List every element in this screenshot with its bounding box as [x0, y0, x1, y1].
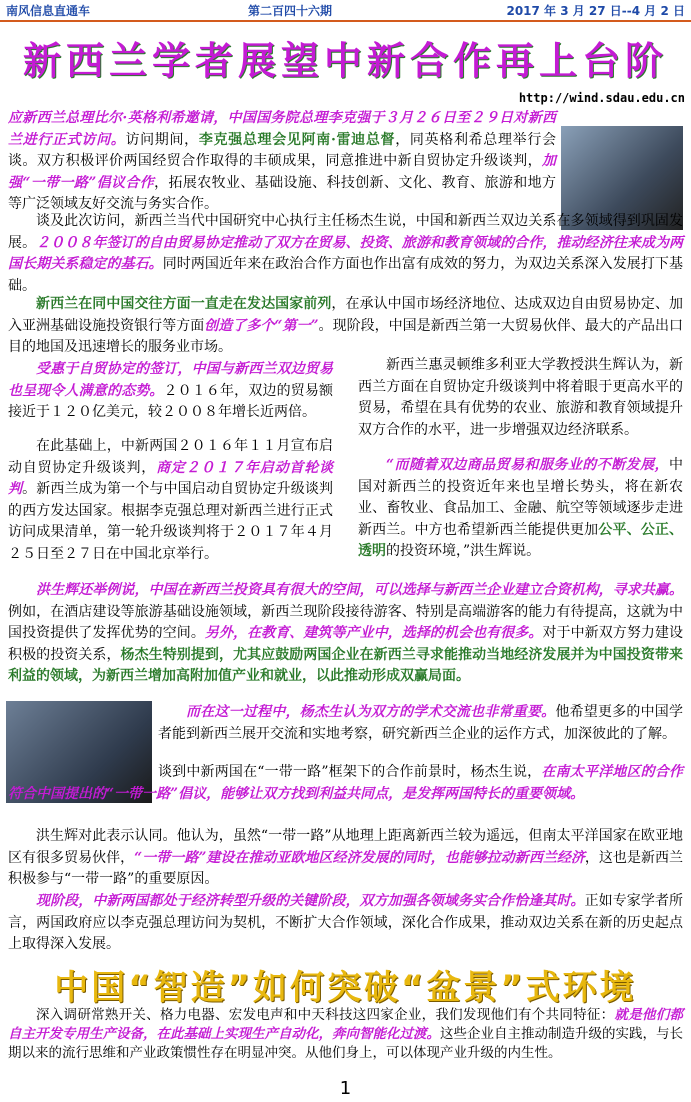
issue-date: 2017 年 3 月 27 日--4 月 2 日 — [506, 4, 685, 18]
green-text: 杨杰生特别提到，尤其应鼓励两国企业在新西兰寻求能推动当地经济发展并为中国投资带来利益的领域，为新西兰增加高附加值产业和就业，以此推动形成双赢局面。 — [8, 646, 684, 685]
body-text: ，同英格利希总理举行会谈。双方积极评价两国经贸合作取得的丰硕成果，同意推进中新自贸协定升级谈判， — [8, 131, 557, 170]
page-number: 1 — [339, 1078, 352, 1099]
body-text: ，在承认中国市场经济地位、达成双边自由贸易协定、加入亚洲基础设施投资银行等方面 — [8, 296, 684, 334]
highlight-text: 商定２０１７年启动首轮谈判 — [8, 459, 334, 498]
body-text: ，这也是新西兰积极参与“一带一路”的重要原因。 — [8, 849, 684, 888]
paragraph-3 — [8, 294, 683, 359]
highlight-text: 创造了多个“第一” — [204, 317, 319, 334]
paragraph-8 — [8, 580, 683, 688]
body-text: 深入调研常熟开关、格力电器、宏发电声和中天科技这四家企业，我们发现他们有个共同特征： — [36, 1007, 615, 1023]
paragraph-6 — [358, 355, 683, 441]
paragraph-5 — [8, 436, 333, 566]
paragraph-11 — [8, 826, 683, 891]
body-text: 他希望更多的中国学者能到新西兰展开交流和实地考察，研究新西兰企业的运作方式，加深彼此的了解。 — [158, 704, 684, 742]
header-bar — [0, 0, 691, 22]
paragraph-10 — [8, 762, 683, 805]
highlight-text: 就是他们都自主开发专用生产设备，在此基础上实现生产自动化，奔向智能化过渡。 — [8, 1007, 684, 1042]
highlight-text: 洪生辉还举例说，中国在新西兰投资具有很大的空间，可以选择与新西兰企业建立合资机构，寻求共赢。 — [36, 582, 683, 598]
body-text: 谈到中新两国在“一带一路”框架下的合作前景时，杨杰生说， — [158, 764, 542, 780]
green-text: 新西兰在同中国交往方面一直走在发达国家前列 — [36, 296, 332, 312]
second-headline: 中国“智造”如何突破“盆景”式环境 — [54, 968, 637, 1008]
body-text: 。新西兰成为第一个与中国启动自贸协定升级谈判的西方发达国家。根据李克强总理对新西兰进行正式访问成果清单，第一轮升级谈判将于２０１７年４月２５日至２７日在中国北京举行。 — [8, 481, 334, 562]
highlight-text: 现阶段，中新两国都处于经济转型升级的关键阶段，双方加强各领域务实合作恰逢其时。 — [36, 893, 585, 909]
body-text: 这些企业自主推动制造升级的实践，与长期以来的流行思维和产业政策惯性存在明显冲突。从他们身上，可以体现产业升级的内生性。 — [8, 1026, 683, 1061]
highlight-text: 而在这一过程中，杨杰生认为双方的学术交流也非常重要。 — [186, 704, 556, 720]
body-text: 正如专家学者所言，两国政府应以李克强总理访问为契机，不断扩大合作领域，深化合作成果，推动双边关系在新的历史起点上取得深入发展。 — [8, 893, 684, 953]
highlight-text: 加强“一带一路”倡议合作 — [8, 153, 556, 191]
highlight-text: ２００８年签订的自由贸易协定推动了双方在贸易、投资、旅游和教育领域的合作，推动经济往来成为两国长期关系稳定的基石。 — [8, 234, 684, 273]
highlight-text: 受惠于自贸协定的签订，中国与新西兰双边贸易也呈现令人满意的态势。 — [8, 361, 333, 399]
body-text: 同时两国近年来在政治合作方面也作出富有成效的努力，为双边关系深入发展打下基础。 — [8, 256, 683, 294]
highlight-text: 另外，在教育、建筑等产业中，选择的机会也有很多。 — [204, 625, 543, 642]
body-text: 在此基础上，中新两国２０１６年１１月宣布启动自贸协定升级谈判， — [8, 438, 333, 476]
body-text: 洪生辉对此表示认同。他认为，虽然“一带一路”从地理上距离新西兰较为遥远，但南太平洋国家在欧亚地区有很多贸易伙伴， — [8, 828, 683, 866]
body-text: 的投资环境，”洪生辉说。 — [386, 543, 541, 560]
paragraph-4 — [8, 359, 333, 424]
highlight-text: “一带一路”建设在推动亚欧地区经济发展的同时，也能够拉动新西兰经济 — [134, 849, 585, 866]
body-text: 新西兰惠灵顿维多利亚大学教授洪生辉认为，新西兰方面在自贸协定升级谈判中将着眼于更高水平的贸易，希望在具有优势的农业、旅游和教育领域提升双方合作的水平，进一步增强双边经济联系。 — [358, 357, 683, 438]
publication-name: 南风信息直通车 — [6, 4, 91, 18]
body-text: 谈及此次访问，新西兰当代中国研究中心执行主任杨杰生说，中国和新西兰双边关系在多领域得到巩固发展。 — [8, 213, 683, 251]
paragraph-7 — [358, 455, 683, 563]
highlight-text: 在南太平洋地区的合作符合中国提出的“一带一路”倡议，能够让双方找到利益共同点，是发挥两国特长的重要领域。 — [8, 764, 683, 802]
source-url: http://wind.sdau.edu.cn — [518, 91, 685, 105]
body-text: ，拓展农牧业、基础设施、科技创新、文化、教育、旅游和地方等广泛领域友好交流与务实合作。 — [8, 174, 557, 213]
body-text: 访问期间， — [125, 131, 199, 148]
body-text: 。现阶段，中国是新西兰第一大贸易伙伴、最大的产品出口目的地国及迅速增长的服务业市场。 — [8, 317, 684, 356]
body-text: 例如，在酒店建设等旅游基础设施领域，新西兰现阶段接待游客、特别是高端游客的能力有待提高，这就为中国投资提供了发挥优势的空间。 — [8, 603, 683, 642]
body-text: 中国对新西兰的投资近年来也呈增长势头，将在新农业、畜牧业、食品加工、金融、航空等领域逐步走进新西兰。中方也希望新西兰能提供更加 — [358, 457, 683, 538]
body-text: 对于中新双方努力建设积极的投资关系， — [8, 625, 684, 663]
paragraph-2 — [8, 211, 683, 297]
headline: 新西兰学者展望中新合作再上台阶 — [22, 39, 668, 83]
paragraph-13 — [8, 1006, 683, 1063]
paragraph-9 — [158, 702, 683, 745]
paragraph-12 — [8, 891, 683, 956]
paragraph-1 — [8, 108, 556, 216]
green-text: 公平、公正、透明 — [358, 521, 684, 560]
issue-number: 第二百四十六期 — [248, 4, 333, 18]
green-text: 李克强总理会见阿南·雷迪总督 — [198, 131, 396, 148]
body-text: ２０１６年，双边的贸易额接近于１２０亿美元，较２００８年增长近两倍。 — [8, 382, 333, 421]
highlight-text: 应新西兰总理比尔·英格利希邀请，中国国务院总理李克强于３月２６日至２９日对新西兰进行正式访问。 — [8, 110, 556, 148]
highlight-text: “而随着双边商品贸易和服务业的不断发展， — [386, 457, 669, 473]
